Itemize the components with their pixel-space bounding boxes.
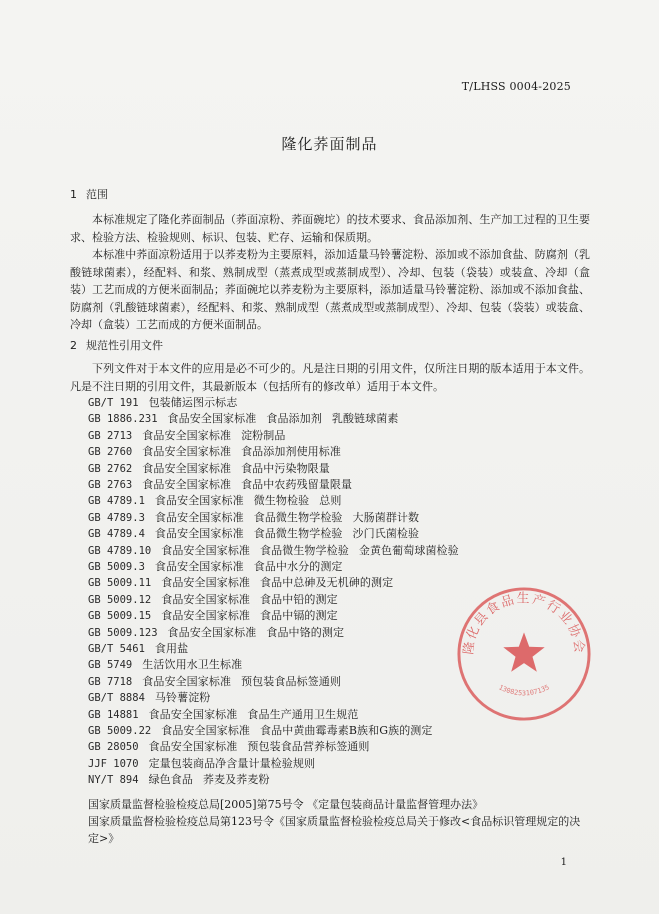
reference-title-part: 淀粉制品 — [241, 428, 286, 442]
reference-title-part: 定量包装商品净含量计量检验规则 — [148, 756, 316, 770]
seal-serial: 1308253107135 — [497, 683, 551, 698]
reference-code: GB 5009.22 — [88, 725, 152, 737]
reference-title — [155, 527, 419, 540]
reference-code: GB 4789.10 — [88, 544, 152, 557]
regulation-item-1: 国家质量监督检验检疫总局[2005]第75号令 《定量包装商品计量监督管理办法》 — [88, 798, 484, 811]
reference-title — [149, 708, 359, 721]
reference-title — [149, 396, 238, 409]
reference-code: GB/T 5461 — [88, 643, 145, 655]
reference-title-part: 食品安全国家标准 — [142, 428, 232, 442]
reference-title-part: 荞麦及荞麦粉 — [202, 773, 270, 787]
reference-code: GB 4789.3 — [88, 511, 145, 524]
reference-item — [88, 772, 270, 788]
section-1-paragraph-1: 本标准规定了隆化荞面制品（荞面凉粉、荞面碗坨）的技术要求、食品添加剂、生产加工过程的卫生要求、检验方法、检验规则、标识、包装、贮存、运输和保质期。 — [70, 213, 590, 244]
reference-title-part: 沙门氏菌检验 — [352, 527, 420, 541]
reference-title-part: 食用盐 — [154, 642, 189, 655]
reference-title-part: 食品生产通用卫生规范 — [247, 707, 359, 721]
reference-item — [88, 444, 341, 460]
document-title: 隆化荞面制品 — [281, 135, 378, 153]
reference-item — [88, 674, 341, 690]
reference-item — [88, 395, 237, 411]
reference-title-part: 食品安全国家标准 — [154, 494, 244, 508]
reference-code: GB 4789.1 — [88, 495, 145, 508]
reference-title-part: 食品安全国家标准 — [154, 527, 244, 541]
reference-code: GB 1886.231 — [88, 413, 158, 426]
reference-title — [168, 412, 399, 425]
reference-item — [88, 461, 330, 477]
reference-item — [88, 690, 210, 706]
reference-code: GB 5009.3 — [88, 561, 145, 573]
reference-title-part: 食品微生物学检验 — [253, 527, 343, 541]
reference-item — [88, 543, 459, 559]
reference-title — [155, 560, 343, 573]
reference-title — [161, 609, 338, 622]
section-1-heading — [70, 186, 108, 202]
reference-code: GB 5749 — [88, 659, 133, 672]
reference-title-part: 食品安全国家标准 — [148, 740, 238, 754]
reference-code: GB 14881 — [88, 708, 139, 721]
reference-code: GB/T 8884 — [88, 692, 145, 705]
reference-code: GB 2763 — [88, 479, 133, 491]
reference-code: GB 5009.11 — [88, 577, 152, 590]
reference-item — [88, 510, 419, 526]
reference-title-part: 食品安全国家标准 — [161, 543, 251, 557]
reference-title — [149, 740, 370, 753]
reference-item — [88, 707, 358, 723]
regulation-item-2: 国家质量监督检验检疫总局第123号令《国家质量监督检验检疫总局关于修改<食品标识管理规定的决定>》 — [88, 815, 581, 845]
reference-title-part: 预包装食品标签通则 — [241, 674, 341, 688]
reference-title-part: 食品安全国家标准 — [161, 592, 251, 606]
reference-title-part: 食品中水分的测定 — [253, 560, 343, 573]
reference-code: GB 5009.123 — [88, 626, 158, 639]
reference-title-part: 食品安全国家标准 — [154, 560, 244, 573]
section-1-number: 1 — [70, 188, 77, 201]
reference-title-part: 乳酸链球菌素 — [331, 412, 399, 426]
reference-title — [142, 462, 330, 475]
reference-title-part: 食品安全国家标准 — [148, 707, 238, 721]
reference-title — [142, 429, 285, 442]
reference-item — [88, 559, 343, 575]
section-1-paragraph-2: 本标准中荞面凉粉适用于以荞麦粉为主要原料，添加适量马铃薯淀粉、添加或不添加食盐、防腐剂（乳酸链球菌素），经配料、和浆、熟制成型（蒸煮成型或蒸制成型）、冷却、包装（袋装）或装盒、冷却（盒装）工艺而成的方便米面制品；荞面碗坨以荞麦粉为主要原料，添加适量马铃薯淀粉、添加或不添加食盐、防腐剂（乳酸链球菌素），经配料、和浆、熟制成型（蒸煮成型或蒸制成型）、冷却、包装（袋装）或装盒、冷却（盒装）工艺而成的方便米面制品。 — [70, 248, 590, 331]
reference-title-part: 食品安全国家标准 — [154, 510, 244, 524]
reference-code: GB/T 191 — [88, 397, 139, 409]
reference-title-part: 预包装食品营养标签通则 — [247, 740, 370, 754]
reference-title — [168, 626, 345, 639]
reference-item — [88, 739, 370, 755]
reference-title — [142, 478, 352, 491]
reference-code: GB 28050 — [88, 741, 139, 754]
reference-title-part: 食品微生物学检验 — [253, 510, 343, 524]
reference-title — [161, 593, 338, 606]
reference-item — [88, 592, 338, 608]
page-number: 1 — [560, 857, 567, 868]
reference-item — [88, 575, 393, 591]
reference-item — [88, 493, 341, 509]
reference-code: NY/T 894 — [88, 774, 139, 787]
reference-code: GB 2762 — [88, 462, 133, 475]
reference-title-part: 食品微生物学检验 — [260, 543, 349, 557]
reference-title-part: 食品安全国家标准 — [142, 445, 232, 459]
reference-title-part: 食品添加剂使用标准 — [241, 445, 341, 459]
reference-title-part: 食品中农药残留量限量 — [241, 478, 353, 491]
reference-item — [88, 608, 338, 624]
reference-title-part: 食品中铅的测定 — [260, 592, 338, 606]
reference-title-part: 食品安全国家标准 — [161, 609, 251, 623]
seal-text: 隆化县食品生产行业协会 — [461, 591, 587, 656]
reference-title-part: 微生物检验 — [253, 494, 310, 508]
section-2-title: 规范性引用文件 — [86, 339, 163, 352]
reference-title — [161, 724, 432, 737]
reference-title-part: 食品安全国家标准 — [142, 478, 232, 491]
reference-title-part: 食品安全国家标准 — [142, 674, 232, 688]
reference-title — [155, 494, 342, 507]
reference-title-part: 食品添加剂 — [266, 412, 322, 426]
reference-item — [88, 756, 315, 772]
reference-title-part: 食品中污染物限量 — [241, 461, 330, 475]
document-code: T/LHSS 0004-2025 — [461, 80, 571, 93]
section-2-intro: 下列文件对于本文件的应用是必不可少的。凡是注日期的引用文件，仅所注日期的版本适用于本文件。凡是不注日期的引用文件，其最新版本（包括所有的修改单）适用于本文件。 — [70, 362, 590, 393]
reference-item — [88, 477, 352, 493]
reference-title — [142, 445, 341, 458]
section-2-heading — [70, 337, 163, 353]
reference-title — [161, 576, 393, 589]
reference-title-part: 金黄色葡萄球菌检验 — [358, 543, 459, 557]
reference-title-part: 绿色食品 — [148, 773, 193, 787]
reference-title — [149, 757, 316, 770]
reference-title — [149, 773, 270, 786]
svg-text:1308253107135 — [497, 683, 550, 697]
reference-title-part: 大肠菌群计数 — [352, 510, 420, 524]
reference-title-part: 总则 — [319, 494, 342, 508]
reference-title-part: 生活饮用水卫生标准 — [142, 658, 243, 672]
reference-title — [142, 675, 341, 688]
reference-title — [155, 642, 188, 655]
reference-title-part: 食品安全国家标准 — [142, 461, 232, 475]
reference-code: GB 4789.4 — [88, 528, 145, 541]
reference-item — [88, 625, 344, 641]
reference-title-part: 食品中总砷及无机砷的测定 — [260, 576, 394, 590]
reference-title — [161, 544, 459, 557]
reference-item — [88, 411, 398, 427]
reference-title-part: 食品安全国家标准 — [161, 724, 251, 737]
reference-title-part: 食品中黄曲霉毒素B族和G族的测定 — [260, 724, 433, 737]
reference-title-part: 食品中铬的测定 — [266, 625, 345, 639]
reference-title-part: 食品中镉的测定 — [260, 609, 338, 623]
reference-item — [88, 641, 188, 657]
section-2-number: 2 — [70, 339, 77, 352]
reference-title-part: 食品安全国家标准 — [161, 576, 251, 590]
reference-title-part: 包装储运图示标志 — [148, 396, 238, 409]
reference-item — [88, 526, 419, 542]
association-seal — [455, 585, 593, 723]
reference-title — [155, 691, 211, 704]
reference-title-part: 马铃薯淀粉 — [154, 691, 211, 705]
reference-code: GB 5009.12 — [88, 593, 152, 606]
reference-item — [88, 657, 242, 673]
reference-title — [155, 511, 419, 524]
seal-star-icon — [503, 632, 544, 671]
reference-code: GB 2713 — [88, 429, 133, 442]
section-1-title: 范围 — [86, 188, 108, 201]
reference-code: GB 5009.15 — [88, 610, 152, 623]
reference-title-part: 食品安全国家标准 — [167, 412, 257, 426]
reference-title-part: 食品安全国家标准 — [167, 625, 257, 639]
reference-code: GB 2760 — [88, 446, 133, 459]
reference-item — [88, 428, 285, 444]
reference-title — [142, 658, 242, 671]
reference-item — [88, 723, 433, 739]
reference-code: GB 7718 — [88, 675, 133, 688]
reference-code: JJF 1070 — [88, 757, 139, 770]
